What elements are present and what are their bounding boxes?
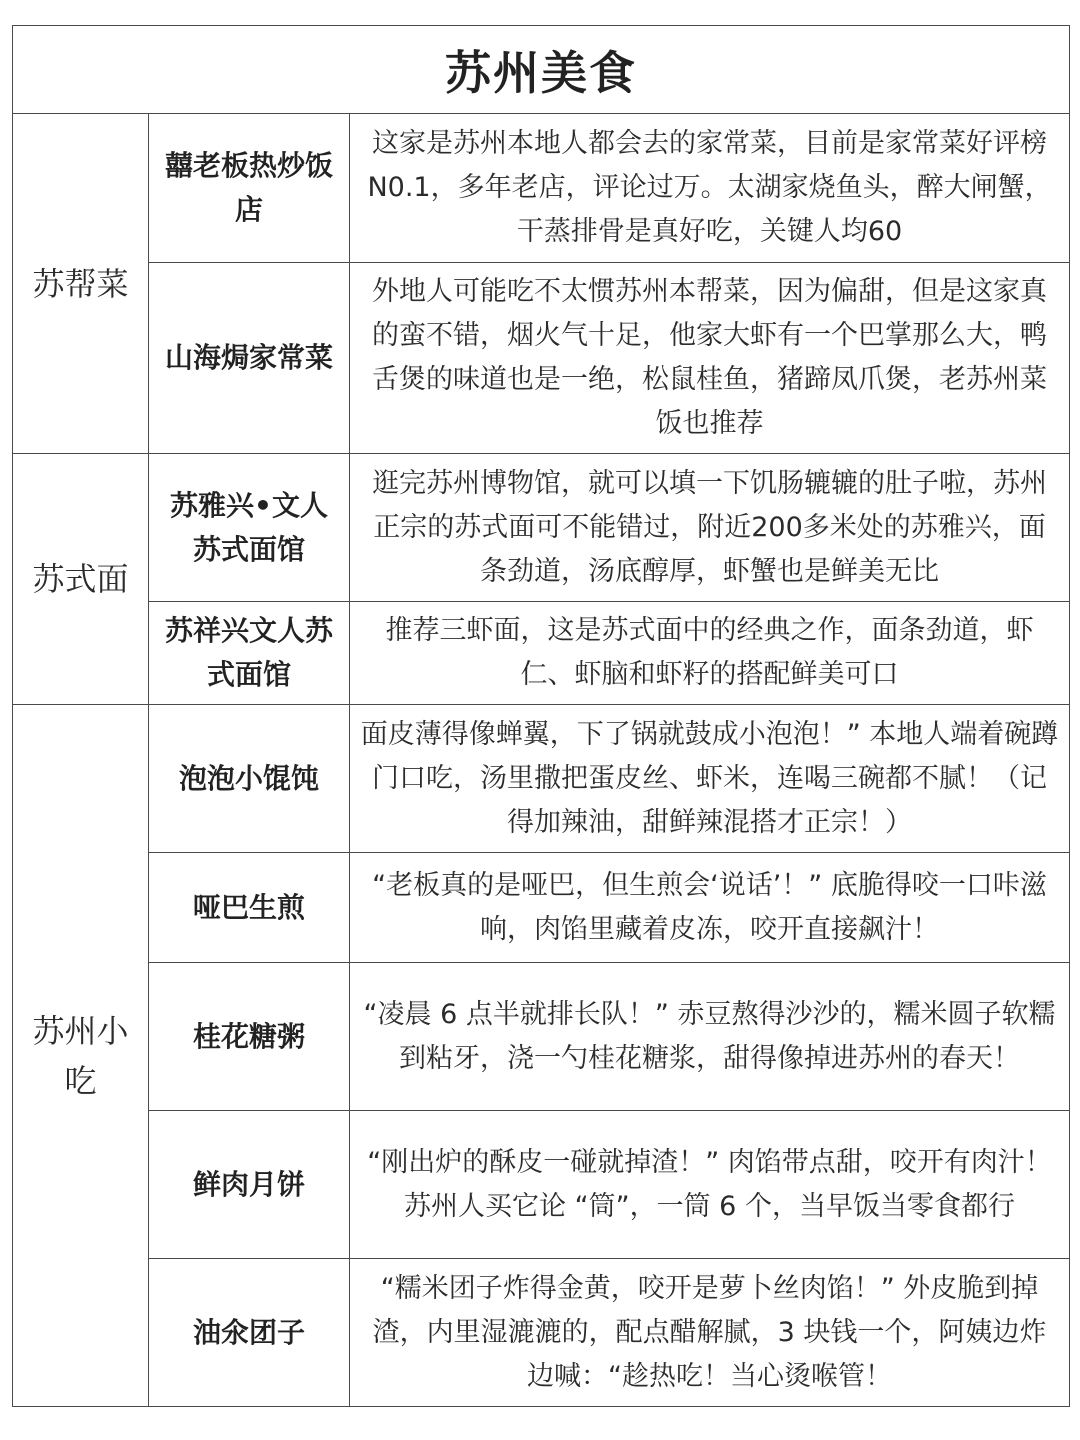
restaurant-name: 苏雅兴•文人苏式面馆 (149, 454, 350, 602)
snack-name: 油氽团子 (149, 1259, 350, 1407)
category-cell: 苏式面 (13, 454, 149, 705)
title-row (13, 26, 1070, 114)
restaurant-name: 苏祥兴文人苏式面馆 (149, 602, 350, 705)
table-row (13, 114, 1070, 263)
table-row (13, 853, 1070, 963)
snack-name: 桂花糖粥 (149, 963, 350, 1111)
table-row (13, 1111, 1070, 1259)
restaurant-name: 囍老板热炒饭店 (149, 114, 350, 263)
snack-description: “糯米团子炸得金黄，咬开是萝卜丝肉馅！” 外皮脆到掉渣，内里湿漉漉的，配点醋解腻，3 块钱一个，阿姨边炸边喊：“趁热吃！当心烫喉管！ (350, 1259, 1070, 1407)
restaurant-name: 山海焗家常菜 (149, 263, 350, 454)
snack-description: “老板真的是哑巴，但生煎会‘说话’！” 底脆得咬一口咔滋响，肉馅里藏着皮冻，咬开直接飙汁！ (350, 853, 1070, 963)
table-row (13, 963, 1070, 1111)
snack-description: “凌晨 6 点半就排长队！” 赤豆熬得沙沙的，糯米圆子软糯到粘牙，浇一勺桂花糖浆，甜得像掉进苏州的春天！ (350, 963, 1070, 1111)
food-guide-table (12, 25, 1070, 1407)
table-row (13, 1259, 1070, 1407)
table-row (13, 263, 1070, 454)
snack-description: “刚出炉的酥皮一碰就掉渣！” 肉馅带点甜，咬开有肉汁！苏州人买它论 “筒”，一筒 6 个，当早饭当零食都行 (350, 1111, 1070, 1259)
snack-name: 泡泡小馄饨 (149, 705, 350, 853)
restaurant-description: 外地人可能吃不太惯苏州本帮菜，因为偏甜，但是这家真的蛮不错，烟火气十足，他家大虾有一个巴掌那么大，鸭舌煲的味道也是一绝，松鼠桂鱼，猪蹄凤爪煲，老苏州菜饭也推荐 (350, 263, 1070, 454)
restaurant-description: 这家是苏州本地人都会去的家常菜，目前是家常菜好评榜N0.1，多年老店，评论过万。太湖家烧鱼头，醉大闸蟹，干蒸排骨是真好吃，关键人均60 (350, 114, 1070, 263)
restaurant-description: 逛完苏州博物馆，就可以填一下饥肠辘辘的肚子啦，苏州正宗的苏式面可不能错过，附近200多米处的苏雅兴，面条劲道，汤底醇厚，虾蟹也是鲜美无比 (350, 454, 1070, 602)
table-row (13, 454, 1070, 602)
table-row (13, 602, 1070, 705)
snack-name: 鲜肉月饼 (149, 1111, 350, 1259)
snack-description: 面皮薄得像蝉翼，下了锅就鼓成小泡泡！” 本地人端着碗蹲门口吃，汤里撒把蛋皮丝、虾米，连喝三碗都不腻！（记得加辣油，甜鲜辣混搭才正宗！） (350, 705, 1070, 853)
snack-name: 哑巴生煎 (149, 853, 350, 963)
category-cell: 苏帮菜 (13, 114, 149, 454)
restaurant-description: 推荐三虾面，这是苏式面中的经典之作，面条劲道，虾仁、虾脑和虾籽的搭配鲜美可口 (350, 602, 1070, 705)
category-cell: 苏州小吃 (13, 705, 149, 1407)
table-title: 苏州美食 (13, 26, 1070, 114)
table-row (13, 705, 1070, 853)
